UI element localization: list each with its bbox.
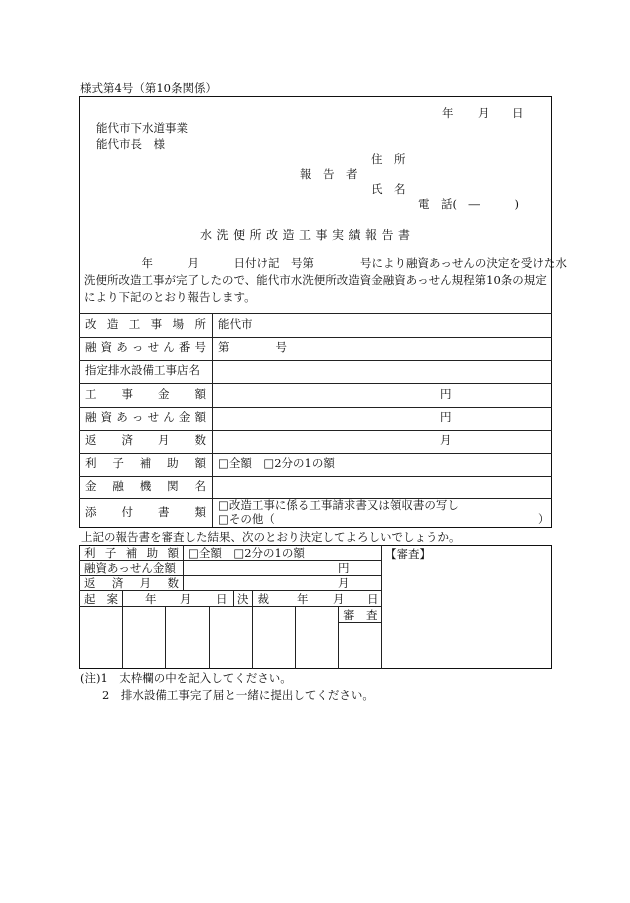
value-repayment-months-unit[interactable]: 月 [440,433,452,447]
table-row-line [79,337,552,338]
body-line-3: により下記のとおり報告します。 [84,290,256,304]
label-interest-subsidy: 利 子 補 助 額 [85,456,206,470]
attachment-other-close: ） [538,512,550,526]
draft-month: 月 [180,592,192,606]
review-col-line [295,606,296,669]
value-construction-amount-unit[interactable]: 円 [440,387,452,401]
decision-month: 月 [333,592,345,606]
review-col-line [165,606,166,669]
value-loan-number[interactable]: 第 号 [218,340,287,354]
addressee-mayor: 能代市長 様 [96,137,165,151]
review-col-line [183,545,184,590]
decision-day: 日 [367,592,379,606]
body-line-2: 洗便所改造工事が完了したので、能代市水洗便所改造資金融資あっせん規程第10条の規定 [84,273,547,287]
reporter-label: 報 告 者 [300,167,358,181]
label-loan-amount: 融 資 あ っ せ ん 金 額 [85,410,206,424]
reporter-address-label: 住 所 [371,152,406,166]
review-box-divider [381,545,382,669]
review-box-label: 【審査】 [385,547,431,561]
review-col-line [209,606,210,669]
draft-day: 日 [216,592,228,606]
addressee-org: 能代市下水道事業 [96,121,188,135]
review-decision-label: 決 裁 [237,592,269,606]
body-line-1: 年 月 日付け記 号第 号により融資あっせんの決定を受けた水 [84,256,567,270]
value-construction-site[interactable]: 能代市 [218,317,253,331]
table-row-line [79,453,552,454]
form-number: 様式第4号（第10条関係） [80,81,217,95]
label-repayment-months: 返 済 月 数 [85,433,206,447]
value-interest-subsidy-options[interactable]: □全額 □2分の1の額 [218,456,335,470]
review-months-unit: 月 [338,576,350,590]
table-row-line [79,407,552,408]
review-loan-label: 融資あっせん金額 [84,561,176,575]
decision-year: 年 [297,592,309,606]
review-interest-options[interactable]: □全額 □2分の1の額 [188,546,305,560]
table-row-line [79,430,552,431]
attachment-receipt-checkbox[interactable]: □改造工事に係る工事請求書又は領収書の写し [218,498,459,512]
date-day-label: 日 [512,106,524,120]
note-2: 2 排水設備工事完了届と一緒に提出してください。 [102,688,374,702]
review-row-line [79,575,381,576]
table-row-line [79,383,552,384]
label-construction-site: 改 造 工 事 場 所 [85,317,206,331]
review-row-line [79,590,381,591]
label-contractor-name: 指定排水設備工事店名 [85,363,200,377]
label-financial-institution: 金 融 機 関 名 [85,479,206,493]
note-1: (注)1 太枠欄の中を記入してください。 [80,671,292,685]
review-row-line [79,606,381,607]
date-year-label: 年 [442,106,454,120]
value-contractor-name[interactable] [218,365,543,379]
table-row-line [79,360,552,361]
review-col-line [338,606,339,669]
review-col-line [122,590,123,669]
review-months-label: 返 済 月 数 [84,576,179,590]
reporter-name-label: 氏 名 [371,182,406,196]
reporter-phone-label: 電 話( ― ) [418,197,519,211]
value-financial-institution[interactable] [218,481,543,495]
value-loan-amount-unit[interactable]: 円 [440,410,452,424]
review-loan-unit: 円 [338,561,350,575]
label-construction-amount: 工 事 金 額 [85,387,206,401]
label-attachments: 添 付 書 類 [85,505,206,519]
review-col-line [233,590,234,606]
review-draft-label: 起 案 [84,592,118,606]
draft-year: 年 [145,592,157,606]
review-interest-label: 利 子 補 助 額 [84,546,179,560]
review-row-line [338,622,381,623]
attachment-other-checkbox[interactable]: □その他（ [218,512,275,526]
table-row-line [79,476,552,477]
date-month-label: 月 [478,106,490,120]
table-column-divider [212,313,213,527]
table-top-line [79,313,552,314]
document-title: 水洗便所改造工事実績報告書 [200,228,415,242]
review-intro: 上記の報告書を審査した結果、次のとおり決定してよろしいでしょうか。 [81,530,461,544]
label-loan-number: 融 資 あ っ せ ん 番 号 [85,340,206,354]
inspection-label: 審 査 [343,608,378,622]
